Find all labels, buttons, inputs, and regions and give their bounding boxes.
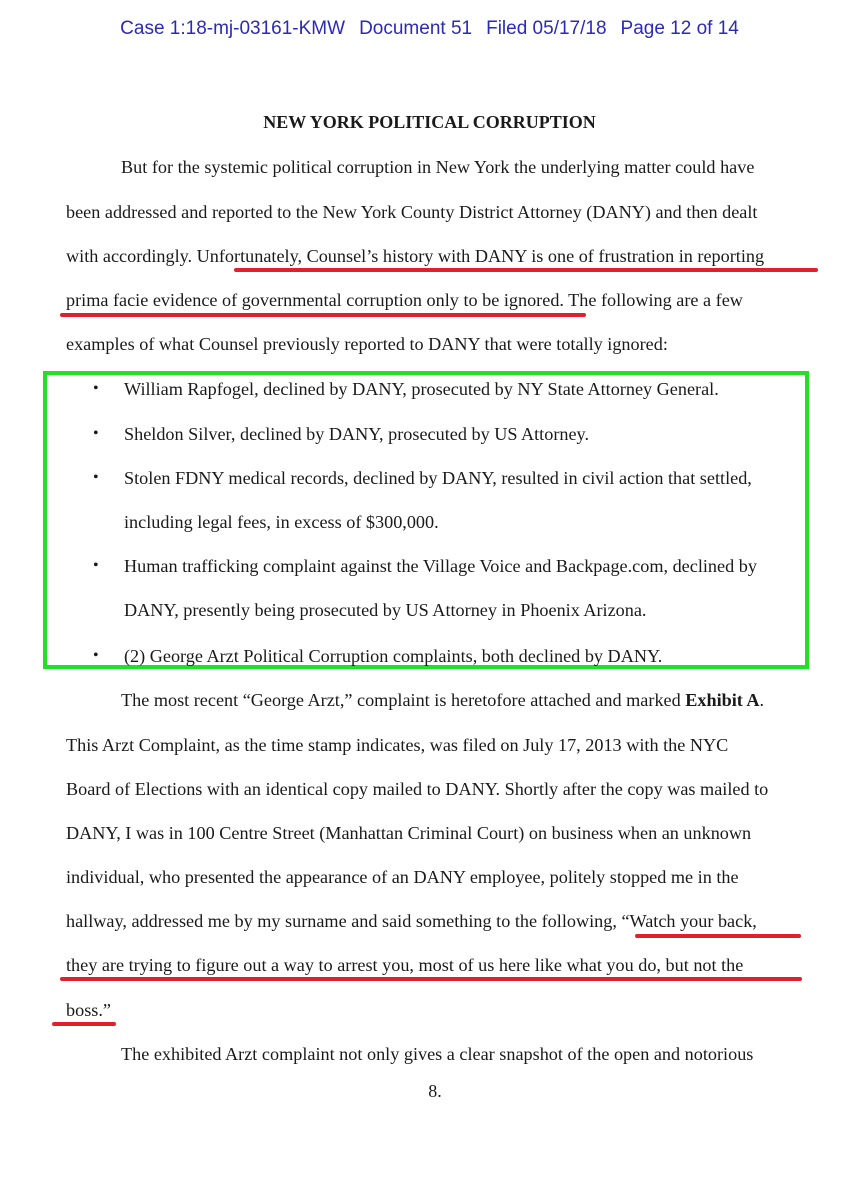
para2-period: . [759,690,765,710]
bullet-icon: • [93,425,99,442]
bullet-item: Stolen FDNY medical records, declined by DANY, resulted in civil action that settled, [124,468,752,488]
case-header [0,18,859,40]
para2-text: The most recent “George Arzt,” complaint is heretofore attached and marked [121,690,686,710]
red-underline-annotation [234,268,818,272]
para2-line: they are trying to figure out a way to arrest you, most of us here like what you do, but not the [66,955,744,975]
bullet-icon: • [93,380,99,397]
bullet-item-continuation: DANY, presently being prosecuted by US Attorney in Phoenix Arizona. [124,600,647,620]
para2-line: boss.” [66,1000,111,1020]
bullet-icon: • [93,647,99,664]
para2-line: hallway, addressed me by my surname and said something to the following, “Watch your back, [66,911,757,931]
para3-line: The exhibited Arzt complaint not only gives a clear snapshot of the open and notorious [121,1044,754,1064]
para1-line: been addressed and reported to the New York County District Attorney (DANY) and then dealt [66,202,758,222]
para1-line: But for the systemic political corruption in New York the underlying matter could have [121,157,755,177]
bullet-item: Sheldon Silver, declined by DANY, prosecuted by US Attorney. [124,424,590,444]
filed-date: Filed 05/17/18 [486,18,607,39]
bullet-icon: • [93,557,99,574]
para2-line: DANY, I was in 100 Centre Street (Manhattan Criminal Court) on business when an unknown [66,823,752,843]
para2-line: individual, who presented the appearance of an DANY employee, politely stopped me in the [66,867,739,887]
para1-line: with accordingly. Unfortunately, Counsel’s history with DANY is one of frustration in reporting [66,246,765,266]
bullet-item: William Rapfogel, declined by DANY, prosecuted by NY State Attorney General. [124,379,719,399]
section-title: NEW YORK POLITICAL CORRUPTION [263,112,596,132]
red-underline-annotation [60,313,586,317]
para1-line: prima facie evidence of governmental corruption only to be ignored. The following are a few [66,290,743,310]
page-number: 8. [428,1081,442,1101]
bullet-icon: • [93,469,99,486]
red-underline-annotation [60,977,802,981]
bullet-item: Human trafficking complaint against the Village Voice and Backpage.com, declined by [124,556,757,576]
red-underline-annotation [52,1022,116,1026]
para2-line: This Arzt Complaint, as the time stamp indicates, was filed on July 17, 2013 with the NYC [66,735,729,755]
para2-line: Board of Elections with an identical copy mailed to DANY. Shortly after the copy was mailed to [66,779,769,799]
bullet-item: (2) George Arzt Political Corruption complaints, both declined by DANY. [124,646,663,666]
bullet-item-continuation: including legal fees, in excess of $300,000. [124,512,439,532]
red-underline-annotation [635,934,801,938]
para1-line: examples of what Counsel previously reported to DANY that were totally ignored: [66,334,668,354]
document-number: Document 51 [359,18,473,39]
exhibit-label: Exhibit A [685,690,760,710]
para2-first-line [121,689,764,711]
case-number: Case 1:18-mj-03161-KMW [120,18,346,39]
page-count: Page 12 of 14 [620,18,739,39]
